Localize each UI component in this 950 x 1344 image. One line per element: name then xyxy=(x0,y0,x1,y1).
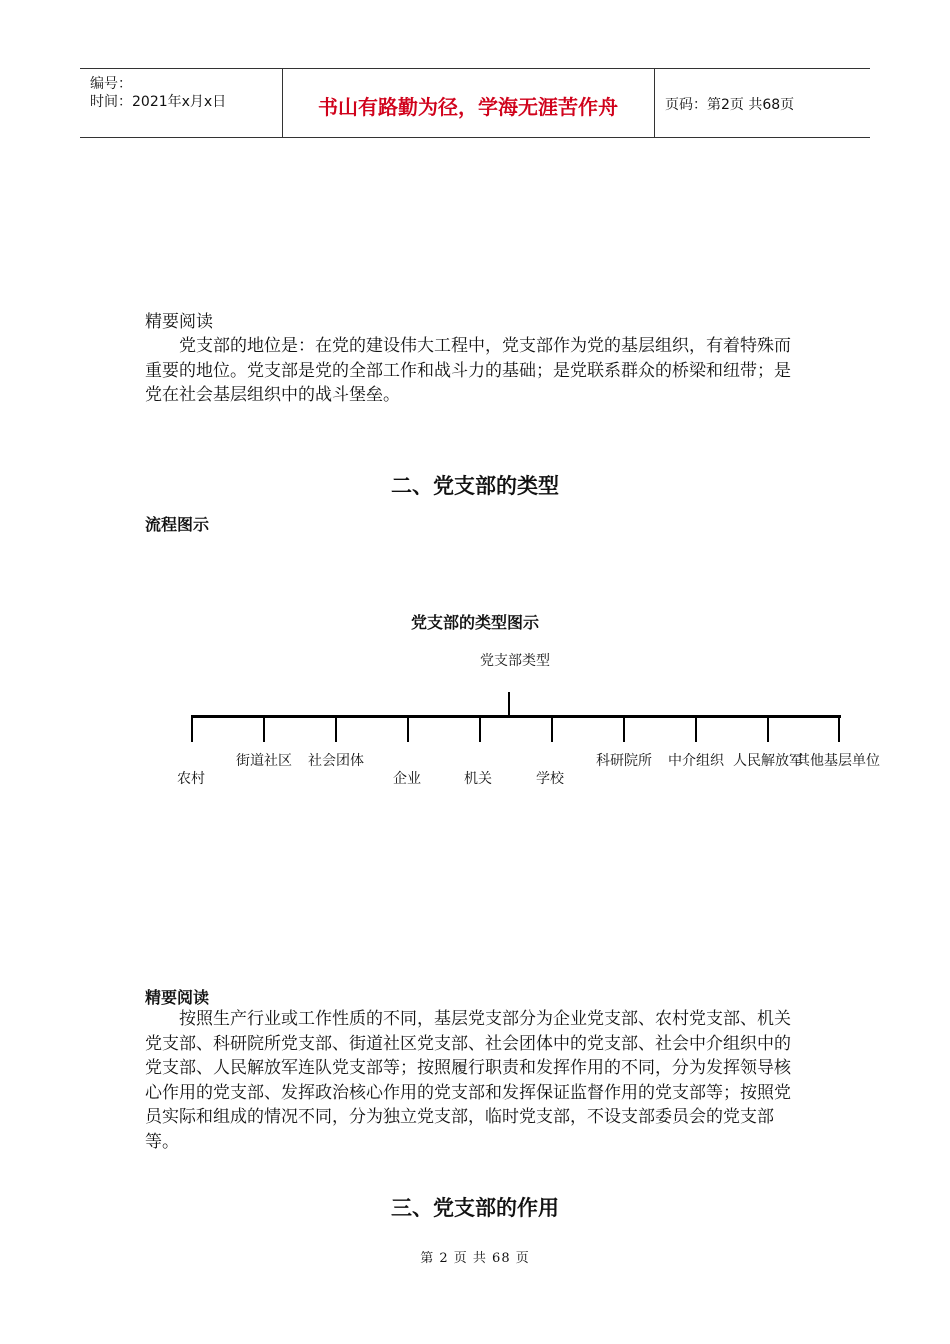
branch-connector xyxy=(479,716,481,742)
section-heading-2: 二、党支部的类型 xyxy=(391,474,559,498)
header-page-number: 页码：第2页 共68页 xyxy=(665,97,795,113)
branch-connector xyxy=(695,716,697,742)
section-heading-3: 三、党支部的作用 xyxy=(391,1196,559,1220)
reading-title-1: 精要阅读 xyxy=(145,312,213,332)
page-header xyxy=(80,68,870,138)
reading-title-2: 精要阅读 xyxy=(145,988,210,1007)
branch-node: 中介组织 xyxy=(668,753,724,769)
diagram-title: 党支部的类型图示 xyxy=(410,613,539,632)
header-page-cell xyxy=(655,69,870,137)
branch-connector xyxy=(623,716,625,742)
branch-node: 农村 xyxy=(177,771,205,787)
branch-connector xyxy=(838,716,840,742)
branch-connector xyxy=(335,716,337,742)
diagram-root-node: 党支部类型 xyxy=(480,653,550,669)
header-info-cell xyxy=(80,69,283,137)
branch-connector xyxy=(551,716,553,742)
motto: 书山有路勤为径，学海无涯苦作舟 xyxy=(318,95,618,119)
page-footer: 第 2 页 共 68 页 xyxy=(420,1251,530,1266)
document-number: 编号： xyxy=(90,76,132,92)
branch-connector xyxy=(407,716,409,742)
header-motto-cell xyxy=(282,69,655,137)
branch-node: 社会团体 xyxy=(308,753,364,769)
flow-label: 流程图示 xyxy=(145,515,210,534)
branch-node: 机关 xyxy=(464,771,492,787)
branch-bar xyxy=(191,715,841,718)
branch-connector xyxy=(263,716,265,742)
branch-connector xyxy=(767,716,769,742)
branch-node: 学校 xyxy=(536,771,564,787)
branch-node: 人民解放军 xyxy=(733,753,803,769)
paragraph-1: 党支部的地位是：在党的建设伟大工程中，党支部作为党的基层组织，有着特殊而重要的地位。党支部是党的全部工作和战斗力的基础；是党联系群众的桥梁和纽带；是党在社会基层组织中的战斗堡垒。 xyxy=(145,336,791,405)
branch-node: 企业 xyxy=(393,771,421,787)
paragraph-2: 按照生产行业或工作性质的不同，基层党支部分为企业党支部、农村党支部、机关党支部、科研院所党支部、街道社区党支部、社会团体中的党支部、社会中介组织中的党支部、人民解放军连队党支部等；按照履行职责和发挥作用的不同，分为发挥领导核心作用的党支部、发挥政治核心作用的党支部和发挥保证监督作用的党支部等；按照党员实际和组成的情况不同，分为独立党支部，临时党支部，不设支部委员会的党支部等。 xyxy=(145,1009,791,1152)
branch-connector xyxy=(191,716,193,742)
branch-node: 街道社区 xyxy=(236,753,292,769)
root-connector xyxy=(508,692,510,717)
branch-node: 科研院所 xyxy=(596,753,652,769)
document-date: 时间：2021年x月x日 xyxy=(90,94,227,110)
branch-node: 其他基层单位 xyxy=(796,753,880,769)
